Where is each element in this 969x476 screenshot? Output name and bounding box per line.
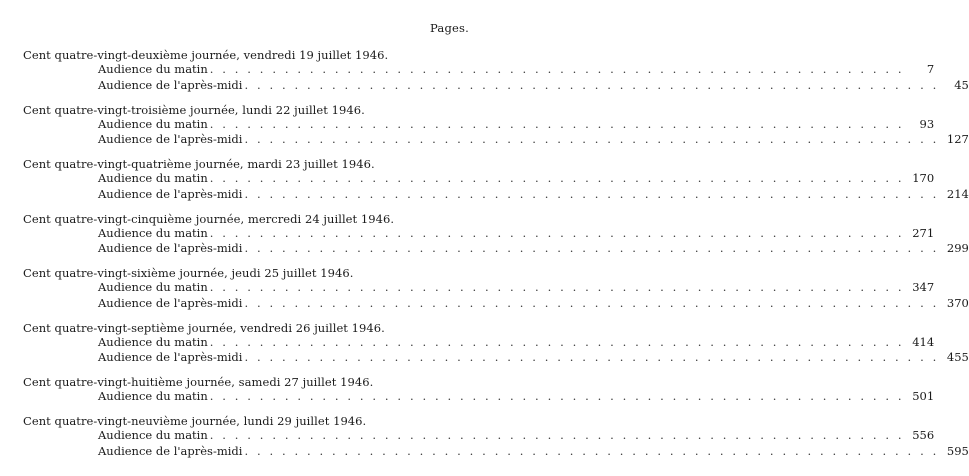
dot-leader: . . . . . . . . . . . . . . . . . . . . . . . . . . . . . . . . . . . . . . . . . . . . . . . . . . . . . . . . xyxy=(244,443,939,458)
toc-entry xyxy=(98,428,935,444)
toc-entry xyxy=(98,77,969,94)
page-number: 595 xyxy=(946,443,969,458)
day-title: Cent quatre-vingt-quatrième journée, mardi 23 juillet 1946. xyxy=(23,157,375,171)
toc-entry xyxy=(98,334,935,351)
toc-entry xyxy=(98,350,969,366)
session-label: Audience de l'après-midi xyxy=(98,241,243,255)
toc-entry xyxy=(98,132,969,148)
session-label: Audience du matin xyxy=(98,62,208,76)
dot-leader: . . . . . . . . . . . . . . . . . . . . . . . . . . . . . . . . . . . . . . . . . . . . . . . . . . . . . . . . xyxy=(209,116,905,131)
page-number: 347 xyxy=(912,280,935,294)
dot-leader: . . . . . . . . . . . . . . . . . . . . . . . . . . . . . . . . . . . . . . . . . . . . . . . . . . . . . . . . xyxy=(244,241,939,255)
toc-entry xyxy=(98,241,969,257)
dot-leader: . . . . . . . . . . . . . . . . . . . . . . . . . . . . . . . . . . . . . . . . . . . . . . . . . . . . . . . . xyxy=(244,350,939,364)
day-title: Cent quatre-vingt-deuxième journée, vendredi 19 juillet 1946. xyxy=(23,48,389,62)
dot-leader: . . . . . . . . . . . . . . . . . . . . . . . . . . . . . . . . . . . . . . . . . . . . . . . . . . . . . . . . xyxy=(209,225,905,240)
toc-entry xyxy=(98,280,935,296)
session-label: Audience du matin xyxy=(98,334,208,349)
toc-entry xyxy=(98,389,935,405)
day-title: Cent quatre-vingt-cinquième journée, mercredi 24 juillet 1946. xyxy=(23,211,395,226)
session-label: Audience du matin xyxy=(98,428,208,442)
page-number: 127 xyxy=(946,132,969,146)
day-section xyxy=(23,414,969,459)
page-number: 214 xyxy=(946,186,969,201)
session-label: Audience de l'après-midi xyxy=(98,77,243,92)
dot-leader: . . . . . . . . . . . . . . . . . . . . . . . . . . . . . . . . . . . . . . . . . . . . . . . . . . . . . . . . xyxy=(209,280,905,294)
page-number: 455 xyxy=(946,350,969,364)
dot-leader: . . . . . . . . . . . . . . . . . . . . . . . . . . . . . . . . . . . . . . . . . . . . . . . . . . . . . . . . xyxy=(209,171,905,185)
session-label: Audience de l'après-midi xyxy=(98,186,243,201)
dot-leader: . . . . . . . . . . . . . . . . . . . . . . . . . . . . . . . . . . . . . . . . . . . . . . . . . . . . . . . . xyxy=(209,62,905,76)
page-number: 93 xyxy=(919,116,935,131)
pages-column-header: Pages. xyxy=(429,21,469,35)
day-section xyxy=(23,375,935,405)
dot-leader: . . . . . . . . . . . . . . . . . . . . . . . . . . . . . . . . . . . . . . . . . . . . . . . . . . . . . . . . xyxy=(244,186,939,201)
page-number: 414 xyxy=(912,334,935,349)
session-label: Audience du matin xyxy=(98,225,208,240)
toc-entry xyxy=(98,225,935,242)
day-title: Cent quatre-vingt-neuvième journée, lundi 29 juillet 1946. xyxy=(23,414,367,428)
dot-leader: . . . . . . . . . . . . . . . . . . . . . . . . . . . . . . . . . . . . . . . . . . . . . . . . . . . . . . . . xyxy=(244,77,939,92)
toc-entry xyxy=(98,171,935,187)
session-label: Audience de l'après-midi xyxy=(98,132,243,146)
day-section xyxy=(23,157,969,202)
day-title: Cent quatre-vingt-septième journée, vendredi 26 juillet 1946. xyxy=(23,320,385,335)
session-label: Audience de l'après-midi xyxy=(98,350,243,364)
page-number: 299 xyxy=(946,241,969,255)
session-label: Audience du matin xyxy=(98,280,208,294)
day-title: Cent quatre-vingt-sixième journée, jeudi 25 juillet 1946. xyxy=(23,266,354,280)
day-title: Cent quatre-vingt-troisième journée, lundi 22 juillet 1946. xyxy=(23,102,365,117)
dot-leader: . . . . . . . . . . . . . . . . . . . . . . . . . . . . . . . . . . . . . . . . . . . . . . . . . . . . . . . . xyxy=(244,295,939,310)
page-number: 170 xyxy=(912,171,935,185)
session-label: Audience du matin xyxy=(98,171,208,185)
session-label: Audience de l'après-midi xyxy=(98,295,243,310)
toc-entry xyxy=(98,62,935,78)
day-section xyxy=(23,266,969,311)
dot-leader: . . . . . . . . . . . . . . . . . . . . . . . . . . . . . . . . . . . . . . . . . . . . . . . . . . . . . . . . xyxy=(209,334,905,349)
toc-entry xyxy=(98,443,969,460)
day-section xyxy=(23,48,969,93)
day-section xyxy=(23,102,969,148)
page-number: 271 xyxy=(912,225,935,240)
page-number: 556 xyxy=(912,428,935,442)
dot-leader: . . . . . . . . . . . . . . . . . . . . . . . . . . . . . . . . . . . . . . . . . . . . . . . . . . . . . . . . xyxy=(209,389,905,403)
toc-entry xyxy=(98,295,969,312)
session-label: Audience de l'après-midi xyxy=(98,443,243,458)
toc-entry xyxy=(98,116,935,133)
day-title: Cent quatre-vingt-huitième journée, samedi 27 juillet 1946. xyxy=(23,375,374,389)
toc-entry xyxy=(98,186,969,203)
dot-leader: . . . . . . . . . . . . . . . . . . . . . . . . . . . . . . . . . . . . . . . . . . . . . . . . . . . . . . . . xyxy=(209,428,905,442)
day-section xyxy=(23,211,969,257)
table-of-contents xyxy=(23,48,969,470)
session-label: Audience du matin xyxy=(98,389,208,403)
page-number: 7 xyxy=(926,62,935,76)
page-number: 501 xyxy=(912,389,935,403)
page-number: 45 xyxy=(954,77,969,92)
session-label: Audience du matin xyxy=(98,116,208,131)
day-section xyxy=(23,320,969,366)
dot-leader: . . . . . . . . . . . . . . . . . . . . . . . . . . . . . . . . . . . . . . . . . . . . . . . . . . . . . . . . xyxy=(244,132,939,146)
page-number: 370 xyxy=(946,295,969,310)
